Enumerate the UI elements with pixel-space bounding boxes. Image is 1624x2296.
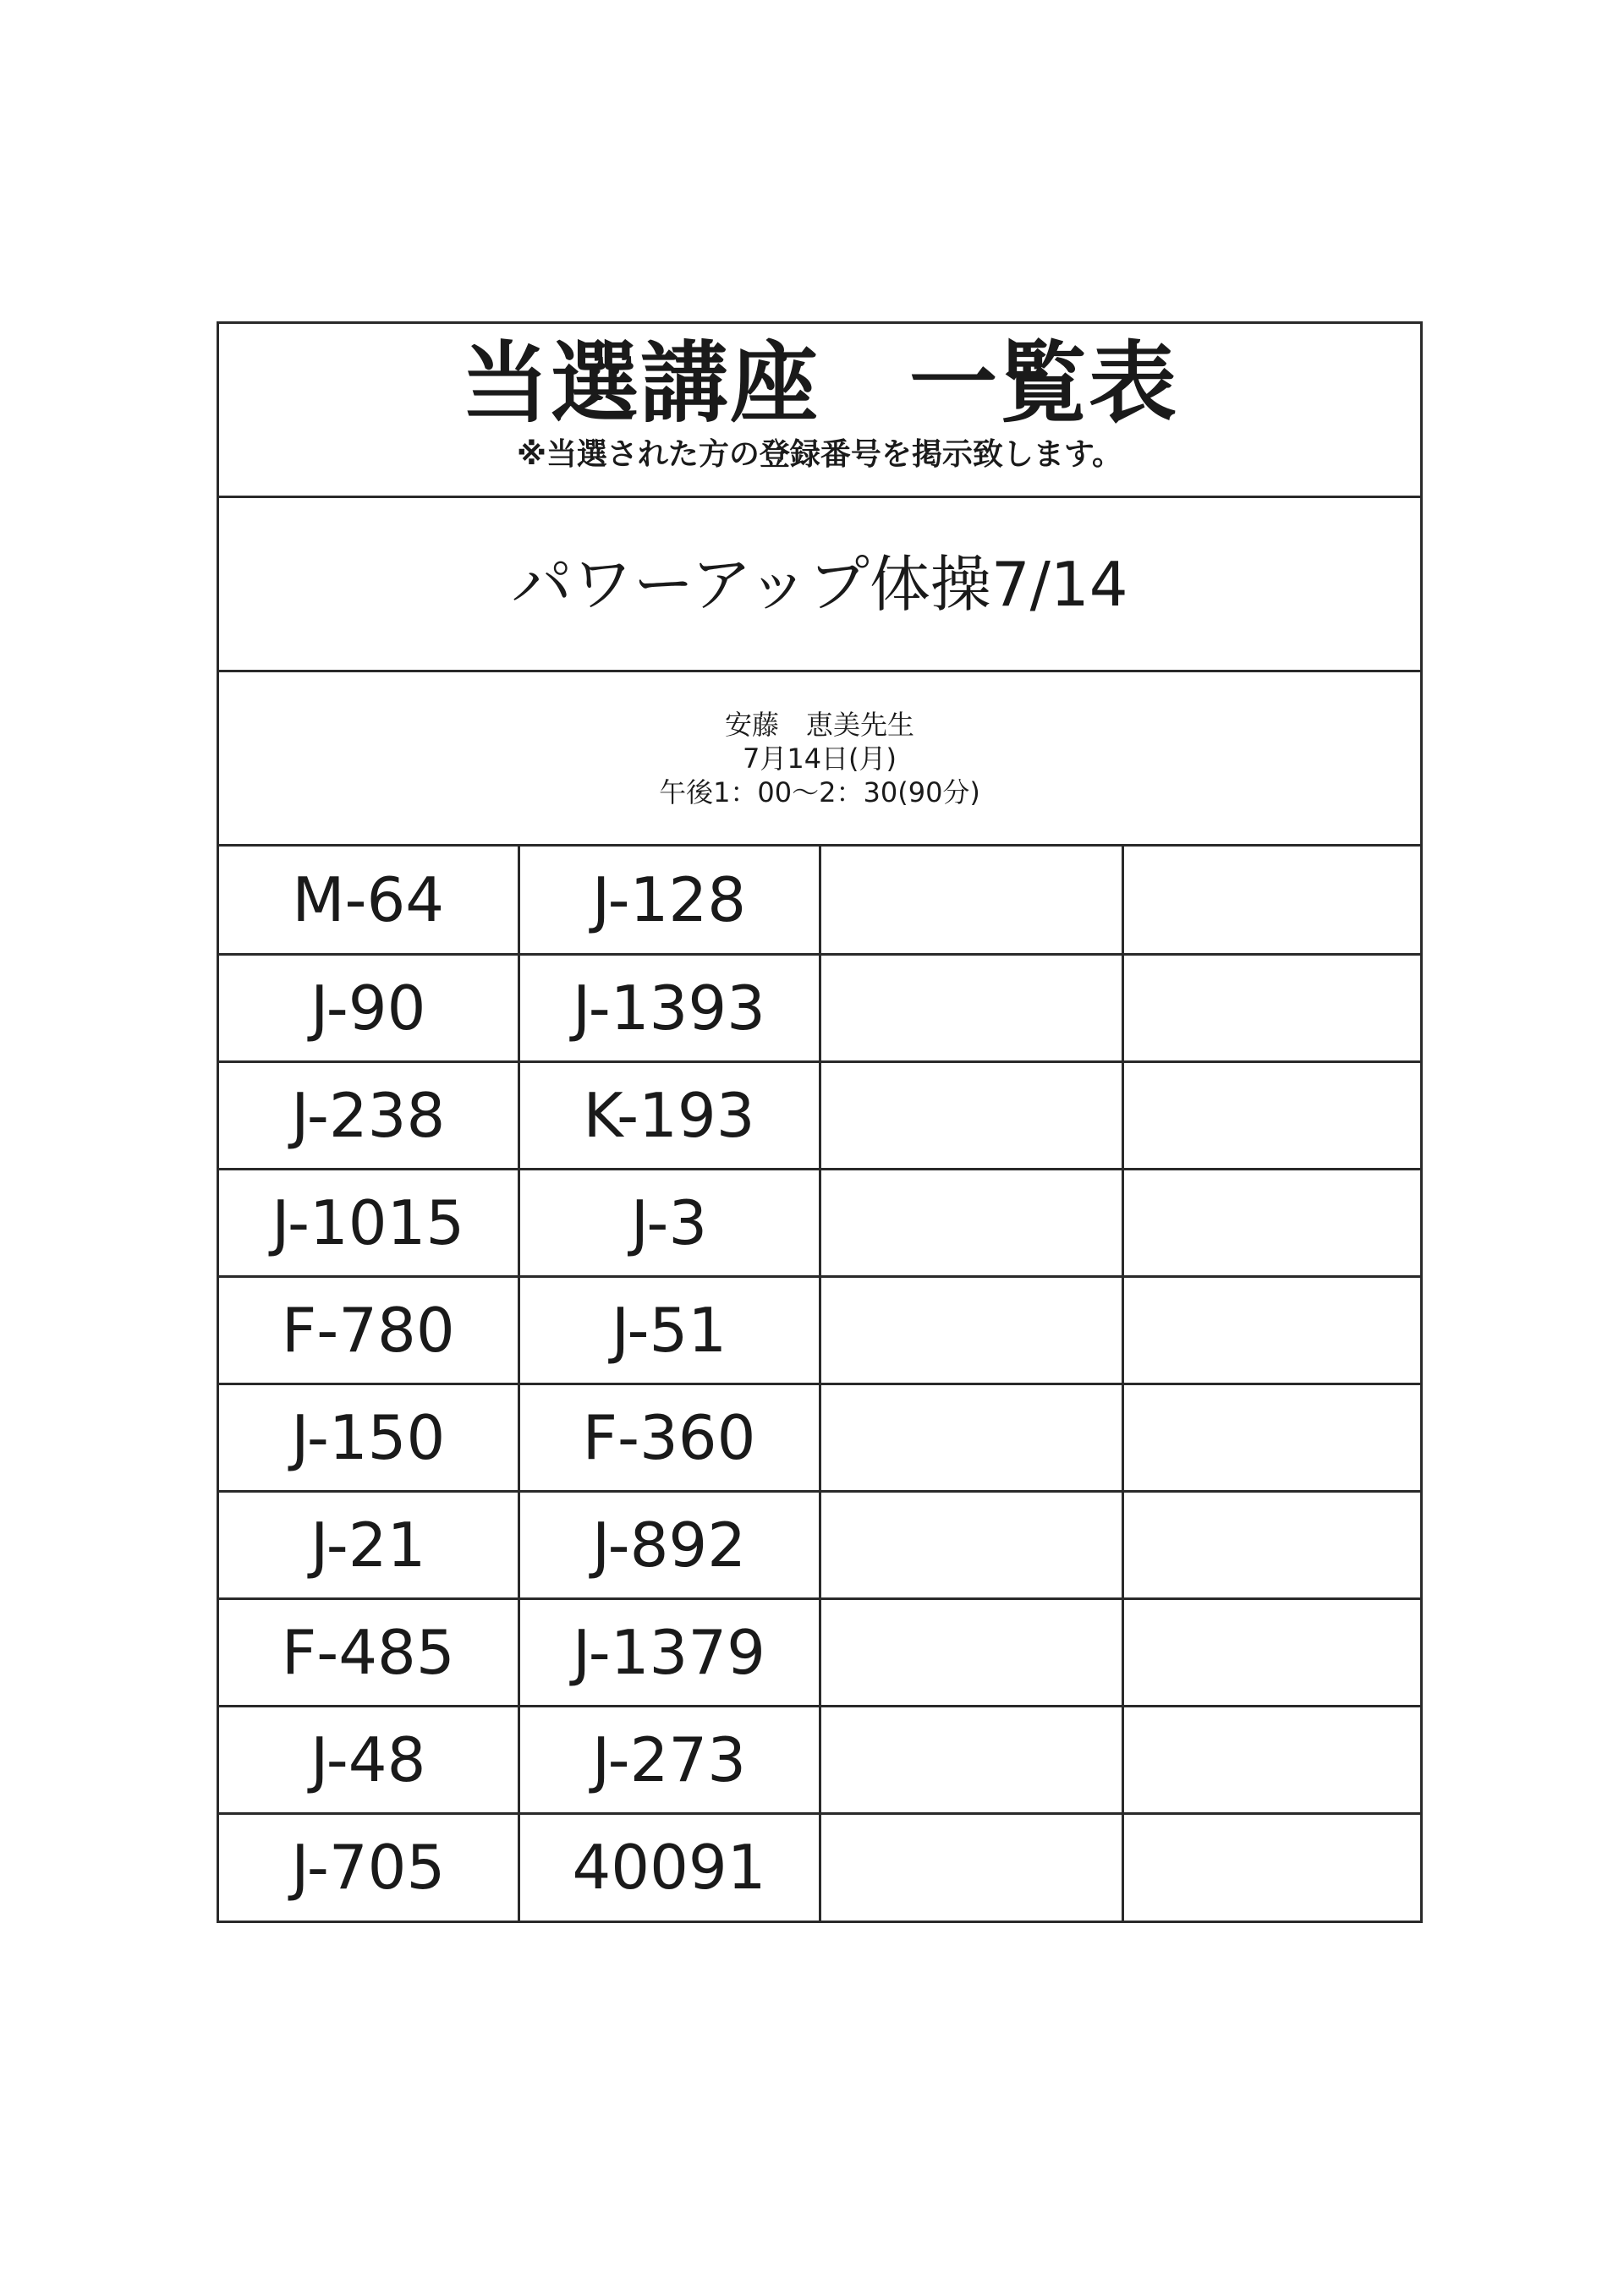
course-name: パワーアップ体操7/14: [511, 548, 1128, 620]
table-cell: [1122, 1384, 1420, 1491]
table-cell: K-193: [518, 1061, 820, 1169]
table-cell: [1122, 1598, 1420, 1706]
table-cell: M-64: [219, 847, 518, 954]
table-cell: J-1015: [219, 1169, 518, 1276]
table-cell: [820, 1169, 1122, 1276]
table-row: [219, 1491, 1420, 1598]
table-cell: J-1393: [518, 954, 820, 1061]
table-cell: [1122, 1169, 1420, 1276]
course-time: 午後1：00～2：30(90分): [659, 775, 980, 808]
table-cell: [820, 1384, 1122, 1491]
table-cell: [1122, 1061, 1420, 1169]
table-cell: [820, 954, 1122, 1061]
table-row: [219, 1169, 1420, 1276]
notice-text: ※当選された方の登録番号を掲示致します。: [516, 437, 1123, 472]
course-date: 7月14日(月): [742, 742, 897, 775]
table-row: [219, 1061, 1420, 1169]
table-row: [219, 847, 1420, 954]
table-cell: J-150: [219, 1384, 518, 1491]
table-cell: [820, 847, 1122, 954]
table-cell: J-705: [219, 1813, 518, 1921]
table-cell: [820, 1706, 1122, 1813]
table-cell: [1122, 954, 1420, 1061]
table-cell: [820, 1598, 1122, 1706]
table-cell: J-128: [518, 847, 820, 954]
instructor-name: 安藤 恵美先生: [724, 708, 914, 741]
table-cell: J-892: [518, 1491, 820, 1598]
table-cell: [1122, 847, 1420, 954]
registration-number-table: [219, 847, 1420, 1921]
table-row: [219, 1813, 1420, 1921]
table-cell: [1122, 1706, 1420, 1813]
table-cell: J-273: [518, 1706, 820, 1813]
table-cell: [1122, 1491, 1420, 1598]
table-cell: J-3: [518, 1169, 820, 1276]
table-cell: [820, 1813, 1122, 1921]
page-title: 当選講座 一覧表: [460, 332, 1178, 435]
table-cell: J-51: [518, 1276, 820, 1384]
table-cell: [1122, 1813, 1420, 1921]
table-row: [219, 954, 1420, 1061]
table-cell: [820, 1061, 1122, 1169]
header-block: [219, 324, 1420, 498]
course-info: [219, 672, 1420, 847]
table-cell: [1122, 1276, 1420, 1384]
table-cell: [820, 1276, 1122, 1384]
table-row: [219, 1706, 1420, 1813]
table-cell: 40091: [518, 1813, 820, 1921]
course-block: [219, 498, 1420, 672]
table-cell: J-1379: [518, 1598, 820, 1706]
winners-sheet: [217, 321, 1423, 1923]
table-cell: J-238: [219, 1061, 518, 1169]
table-row: [219, 1276, 1420, 1384]
table-cell: F-780: [219, 1276, 518, 1384]
table-row: [219, 1598, 1420, 1706]
table-cell: J-21: [219, 1491, 518, 1598]
table-cell: J-48: [219, 1706, 518, 1813]
table-cell: F-485: [219, 1598, 518, 1706]
table-cell: F-360: [518, 1384, 820, 1491]
table-cell: J-90: [219, 954, 518, 1061]
table-row: [219, 1384, 1420, 1491]
table-cell: [820, 1491, 1122, 1598]
